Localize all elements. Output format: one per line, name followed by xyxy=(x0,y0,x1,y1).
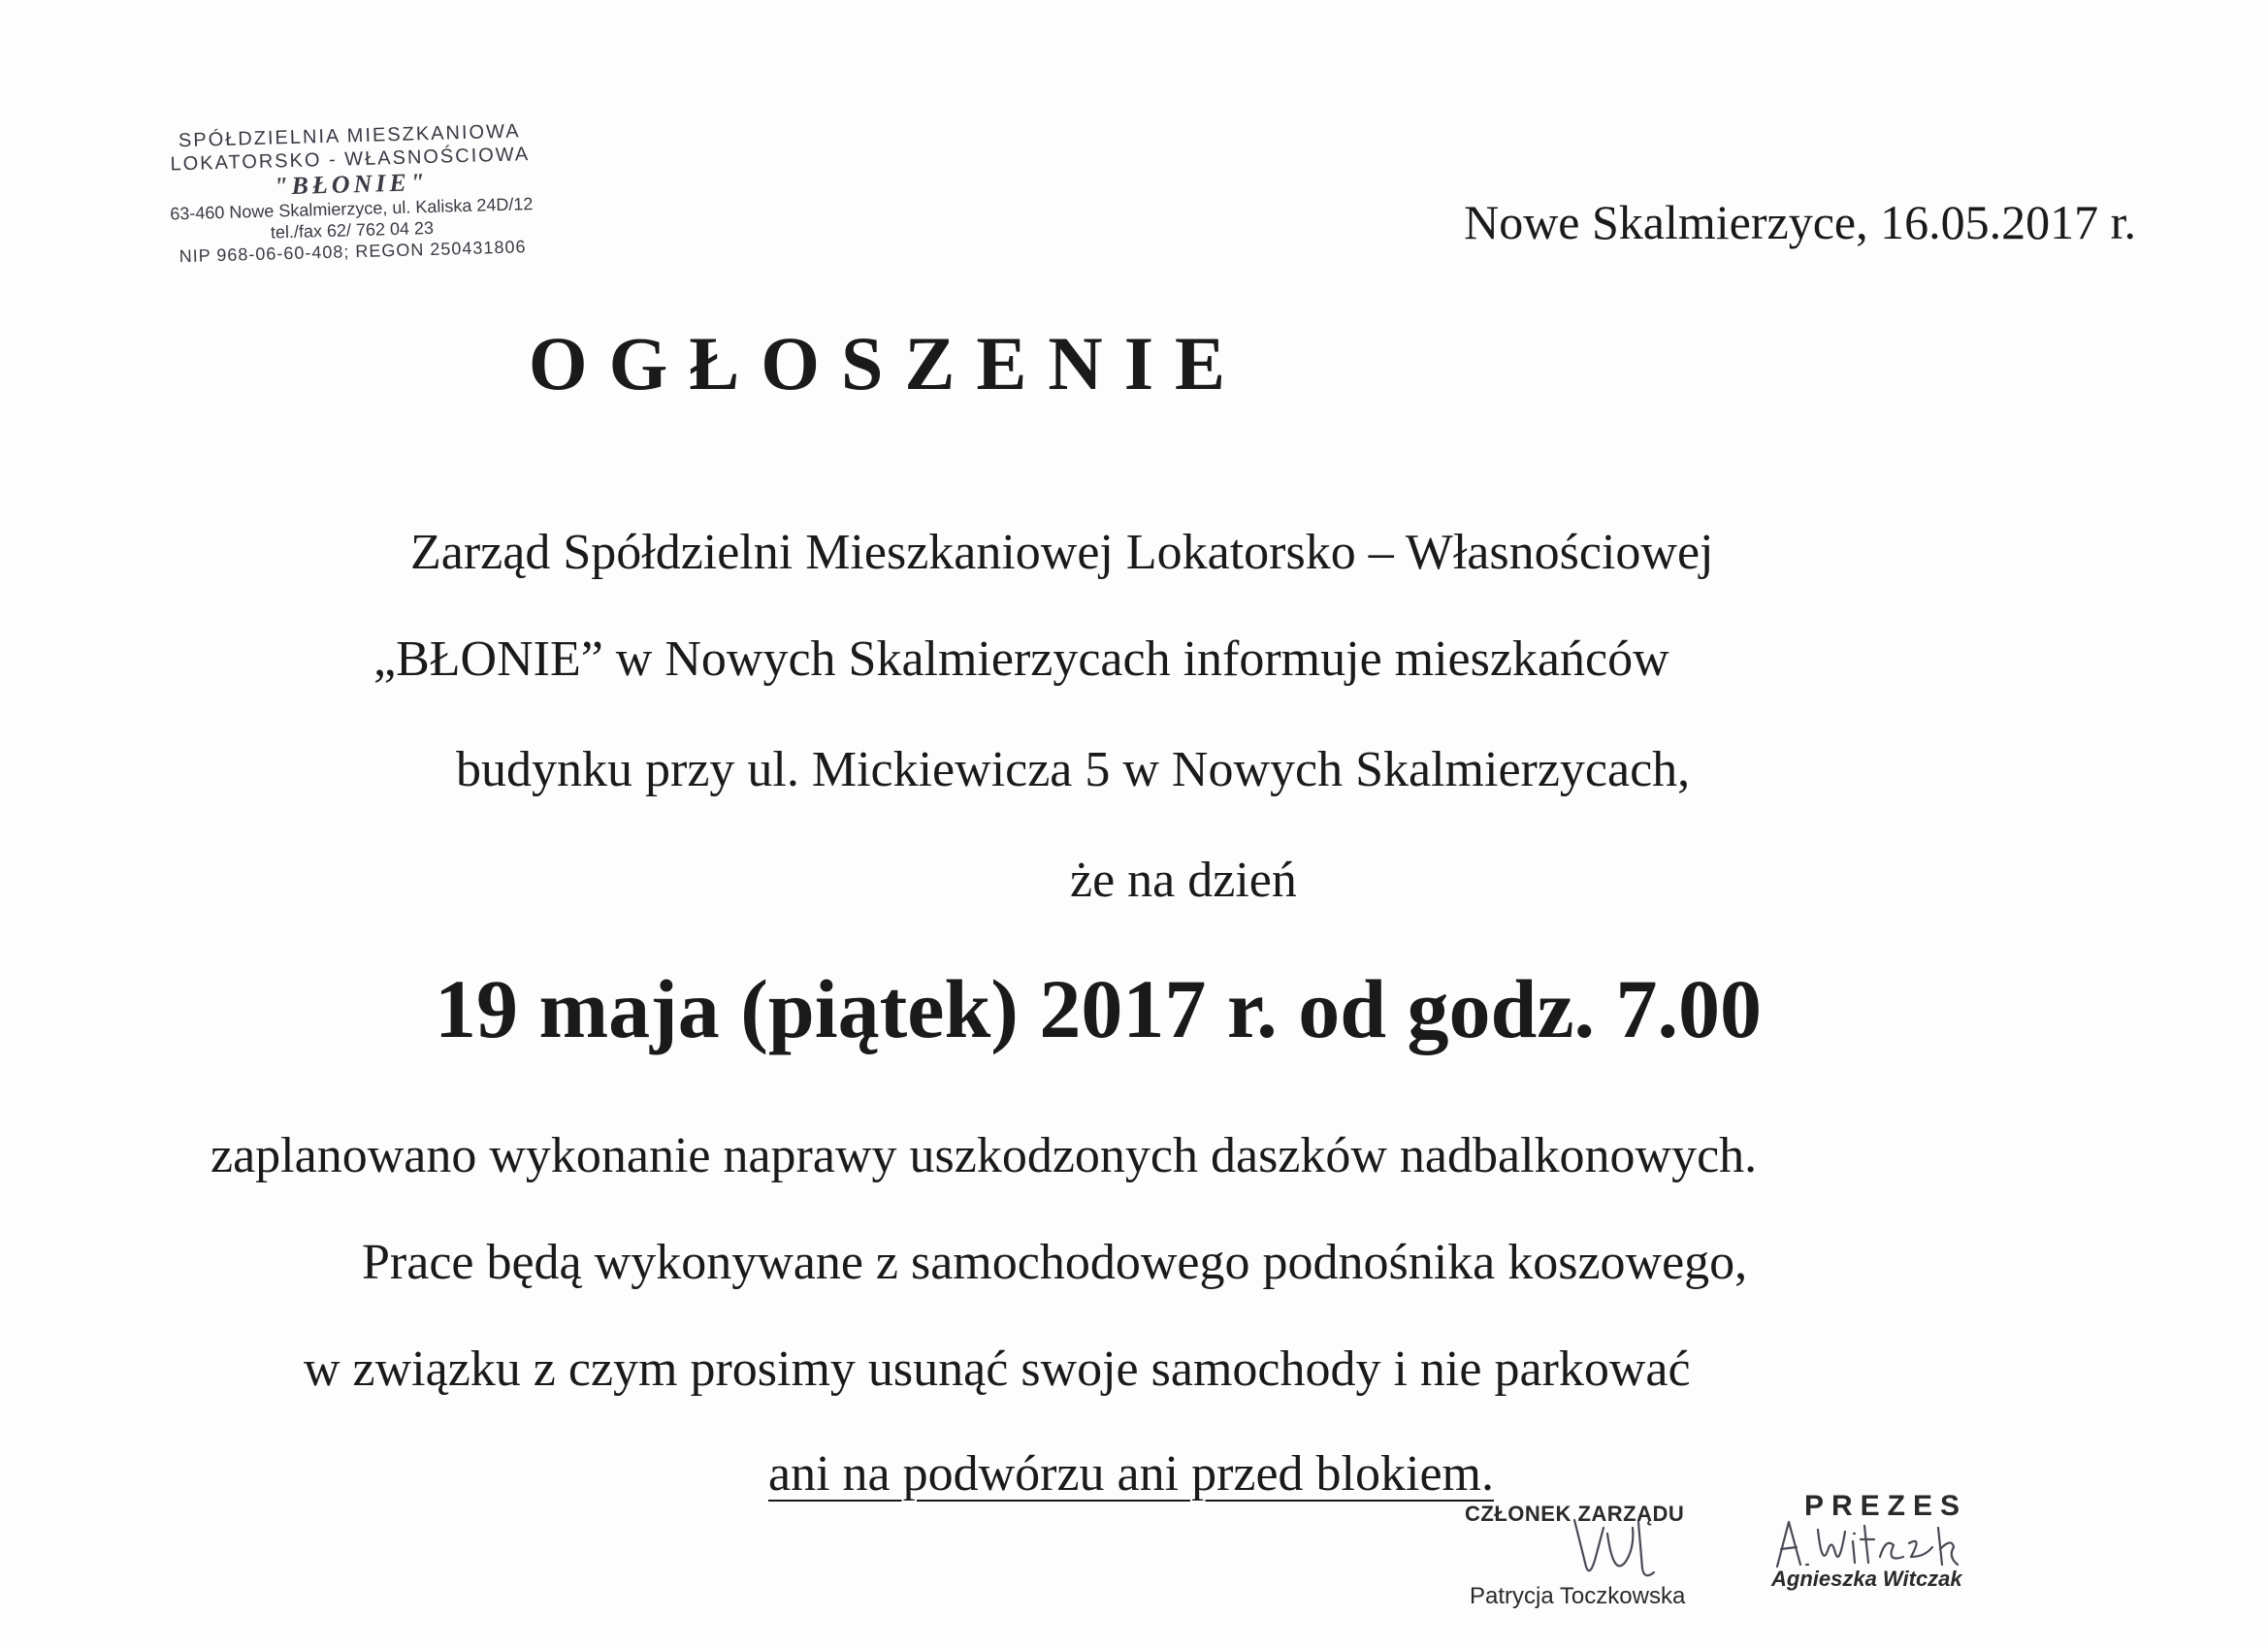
body-line-1: Zarząd Spółdzielni Mieszkaniowej Lokatorsko – Własnościowej xyxy=(410,525,1714,580)
president-title: PREZES xyxy=(1804,1490,1968,1522)
president-name: Agnieszka Witczak xyxy=(1771,1567,1962,1591)
body-line-7: w związku z czym prosimy usunąć swoje samochody i nie parkować xyxy=(304,1342,1691,1397)
body-line-4: że na dzień xyxy=(1070,853,1297,908)
body-line-5: zaplanowano wykonanie naprawy uszkodzonych daszków nadbalkonowych. xyxy=(211,1128,1758,1183)
announcement-title: OGŁOSZENIE xyxy=(528,321,1247,405)
body-line-2: „BŁONIE” w Nowych Skalmierzycach informuje mieszkańców xyxy=(373,631,1669,687)
stamp-line-address: 63-460 Nowe Skalmierzyce, ul. Kaliska 24D/12 xyxy=(170,194,534,224)
member-name: Patrycja Toczkowska xyxy=(1470,1583,1686,1609)
highlighted-date-time: 19 maja (piątek) 2017 r. od godz. 7.00 xyxy=(435,962,1763,1055)
body-line-6: Prace będą wykonywane z samochodowego podnośnika koszowego, xyxy=(362,1235,1748,1290)
place-and-date: Nowe Skalmierzyce, 16.05.2017 r. xyxy=(1464,195,2136,249)
stamp-line-brand: "BŁONIE" xyxy=(273,168,429,201)
stamp-line-phone: tel./fax 62/ 762 04 23 xyxy=(270,217,435,242)
cooperative-stamp xyxy=(116,118,586,269)
stamp-line-tax-ids: NIP 968-06-60-408; REGON 250431806 xyxy=(178,237,527,267)
stamp-line-name: SPÓŁDZIELNIA MIESZKANIOWA xyxy=(178,120,521,152)
body-line-8-underlined: ani na podwórzu ani przed blokiem. xyxy=(768,1446,1494,1502)
stamp-line-type: LOKATORSKO - WŁASNOŚCIOWA xyxy=(170,144,531,176)
body-line-3: budynku przy ul. Mickiewicza 5 w Nowych Skalmierzycach, xyxy=(456,742,1691,797)
member-signature-scribble xyxy=(1557,1499,1664,1591)
member-title: CZŁONEK ZARZĄDU xyxy=(1465,1502,1685,1526)
